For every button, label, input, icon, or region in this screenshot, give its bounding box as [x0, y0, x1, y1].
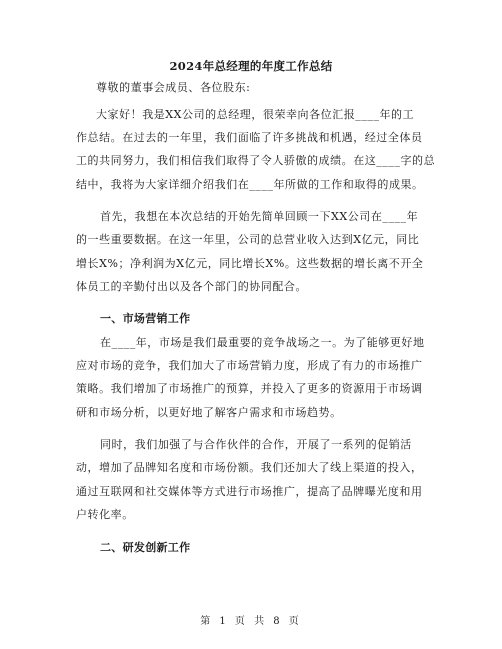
paragraph-line: 研和市场分析，以更好地了解客户需求和市场趋势。: [76, 406, 342, 419]
paragraph-line: 的一些重要数据。在这一年里，公司的总营业收入达到X亿元，同比: [76, 233, 420, 246]
paragraph-line: 大家好！我是XX公司的总经理，很荣幸向各位汇报____年的工: [96, 108, 415, 121]
paragraph-line: 户转化率。: [76, 508, 134, 521]
paragraph-line: 结中，我将为大家详细介绍我们在____年所做的工作和取得的成果。: [76, 178, 424, 191]
paragraph-line: 动，增加了品牌知名度和市场份额。我们还加大了线上渠道的投入，: [76, 461, 423, 474]
paragraph-line: 作总结。在过去的一年里，我们面临了许多挑战和机遇，经过全体员: [76, 131, 423, 144]
paragraph-line: 增长X%；净利润为X亿元，同比增长X%。这些数据的增长离不开全: [76, 257, 424, 270]
greeting-line: 尊敬的董事会成员、各位股东:: [96, 81, 251, 94]
section-heading: 二、研发创新工作: [100, 541, 191, 554]
page-number-footer: 第 1 页 共 8 页: [200, 616, 302, 627]
paragraph-line: 通过互联网和社交媒体等方式进行市场推广，提高了品牌曝光度和用: [76, 485, 423, 498]
document-title: 2024年总经理的年度工作总结: [169, 59, 333, 73]
paragraph-line: 首先，我想在本次总结的开始先简单回顾一下XX公司在____年: [100, 210, 419, 223]
paragraph-line: 在____年，市场是我们最重要的竞争战场之一。为了能够更好地: [100, 336, 425, 349]
section-heading: 一、市场营销工作: [100, 312, 191, 325]
paragraph-line: 体员工的辛勤付出以及各个部门的协同配合。: [76, 280, 307, 293]
paragraph-line: 工的共同努力，我们相信我们取得了令人骄傲的成绩。在这____字的总: [76, 154, 436, 167]
paragraph-line: 同时，我们加强了与合作伙伴的合作，开展了一系列的促销活: [100, 438, 412, 451]
paragraph-line: 策略。我们增加了市场推广的预算，并投入了更多的资源用于市场调: [76, 382, 423, 395]
paragraph-line: 应对市场的竞争，我们加大了市场营销力度，形成了有力的市场推广: [76, 359, 423, 372]
